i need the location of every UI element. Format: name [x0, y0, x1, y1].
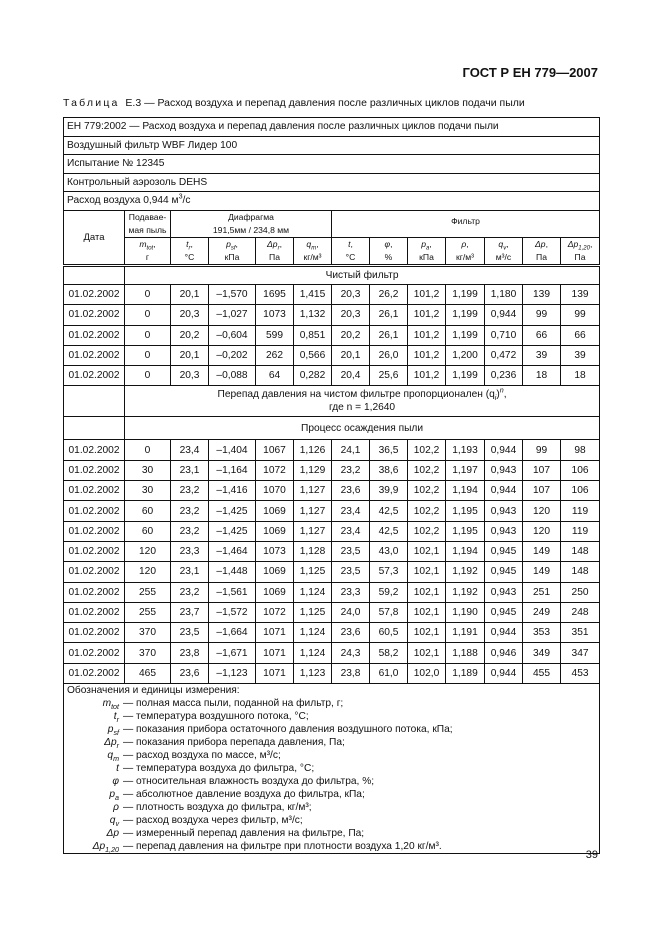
table-cell: 01.02.2002 — [64, 643, 125, 663]
table-cell: 0,944 — [485, 663, 523, 683]
table-cell: 149 — [523, 562, 561, 582]
table-row — [64, 440, 600, 460]
legend-item: $q_m$ — расход воздуха по массе, м³/с; — [107, 750, 281, 764]
table-cell: 25,6 — [370, 366, 408, 386]
table-cell: 01.02.2002 — [64, 285, 125, 305]
table-cell: 0,944 — [485, 305, 523, 325]
table-caption — [63, 97, 525, 109]
table-cell: 102,2 — [408, 481, 446, 501]
table-cell: 102,1 — [408, 582, 446, 602]
table-row — [64, 501, 600, 521]
table-cell: 148 — [561, 562, 600, 582]
table-cell: 1,194 — [446, 541, 485, 561]
table-cell: 01.02.2002 — [64, 521, 125, 541]
table-row — [64, 325, 600, 345]
table-cell: 1,127 — [294, 501, 332, 521]
table-cell: 20,3 — [171, 366, 209, 386]
table-cell: 42,5 — [370, 521, 408, 541]
table-cell: 1,124 — [294, 643, 332, 663]
table-cell: 0 — [125, 440, 171, 460]
table-cell: 1,123 — [294, 663, 332, 683]
info-row-aerosol: Контрольный аэрозоль DEHS — [64, 173, 600, 192]
table-cell: 1,188 — [446, 643, 485, 663]
table-cell: 1,194 — [446, 481, 485, 501]
table-cell: 101,2 — [408, 366, 446, 386]
table-cell: 0,943 — [485, 501, 523, 521]
table-cell: 20,3 — [332, 285, 370, 305]
table-cell: 0 — [125, 325, 171, 345]
table-cell: 453 — [561, 663, 600, 683]
table-cell: 101,2 — [408, 285, 446, 305]
table-cell: 0,566 — [294, 345, 332, 365]
table-cell: 23,5 — [171, 623, 209, 643]
table-cell: 20,2 — [332, 325, 370, 345]
table-cell: 0,946 — [485, 643, 523, 663]
table-row — [64, 305, 600, 325]
table-cell: 23,6 — [171, 663, 209, 683]
table-cell: 20,4 — [332, 366, 370, 386]
table-cell: 102,1 — [408, 643, 446, 663]
table-cell: 23,2 — [171, 481, 209, 501]
table-cell: 119 — [561, 501, 600, 521]
table-cell: 0,944 — [485, 623, 523, 643]
info-row-standard: ЕН 779:2002 — Расход воздуха и перепад давления после различных циклов подачи пыли — [64, 118, 600, 137]
table-cell: 23,5 — [332, 562, 370, 582]
table-cell: 23,1 — [171, 562, 209, 582]
table-cell: 30 — [125, 481, 171, 501]
legend-item: $t_r$ — температура воздушного потока, °C; — [113, 711, 309, 725]
table-cell: 1,192 — [446, 582, 485, 602]
table-cell: 1,124 — [294, 623, 332, 643]
table-row — [64, 366, 600, 386]
table-cell: 1,415 — [294, 285, 332, 305]
table-cell: 23,2 — [171, 582, 209, 602]
table-cell: 0,944 — [485, 440, 523, 460]
table-cell: 0,945 — [485, 541, 523, 561]
table-cell: 23,4 — [332, 521, 370, 541]
table-cell: 58,2 — [370, 643, 408, 663]
table-cell: 01.02.2002 — [64, 325, 125, 345]
table-cell: 20,1 — [171, 345, 209, 365]
table-cell: 1,192 — [446, 562, 485, 582]
table-cell: –1,570 — [209, 285, 256, 305]
table-cell: –1,027 — [209, 305, 256, 325]
table-cell: 64 — [256, 366, 294, 386]
table-cell: –1,561 — [209, 582, 256, 602]
table-cell: 120 — [125, 541, 171, 561]
table-cell: 101,2 — [408, 305, 446, 325]
table-cell: 1,197 — [446, 460, 485, 480]
table-cell: 1,191 — [446, 623, 485, 643]
info-row-test: Испытание № 12345 — [64, 155, 600, 174]
table-cell: 255 — [125, 602, 171, 622]
table-cell: 0 — [125, 345, 171, 365]
table-cell: 1,125 — [294, 562, 332, 582]
table-cell: 26,0 — [370, 345, 408, 365]
table-cell: 0,945 — [485, 562, 523, 582]
table-cell: 139 — [523, 285, 561, 305]
table-cell: 01.02.2002 — [64, 366, 125, 386]
table-cell: 39 — [523, 345, 561, 365]
table-cell: 01.02.2002 — [64, 602, 125, 622]
table-cell: 23,7 — [171, 602, 209, 622]
table-cell: 119 — [561, 521, 600, 541]
table-cell: 99 — [561, 305, 600, 325]
table-cell: 1,189 — [446, 663, 485, 683]
table-cell: 01.02.2002 — [64, 345, 125, 365]
table-cell: 60 — [125, 501, 171, 521]
table-cell: 149 — [523, 541, 561, 561]
table-cell: 101,2 — [408, 345, 446, 365]
table-cell: 106 — [561, 481, 600, 501]
table-cell: –0,202 — [209, 345, 256, 365]
table-cell: –1,572 — [209, 602, 256, 622]
table-row — [64, 562, 600, 582]
table-cell: 370 — [125, 643, 171, 663]
table-cell: 23,1 — [171, 460, 209, 480]
table-cell: 102,1 — [408, 623, 446, 643]
table-cell: 107 — [523, 481, 561, 501]
table-cell: 23,3 — [171, 541, 209, 561]
table-cell: 106 — [561, 460, 600, 480]
table-cell: 599 — [256, 325, 294, 345]
table-cell: 1695 — [256, 285, 294, 305]
table-cell: 0 — [125, 305, 171, 325]
table-cell: 120 — [125, 562, 171, 582]
table-cell: 59,2 — [370, 582, 408, 602]
table-cell: 0 — [125, 285, 171, 305]
table-cell: 42,5 — [370, 501, 408, 521]
table-cell: 249 — [523, 602, 561, 622]
table-row — [64, 460, 600, 480]
table-cell: 102,1 — [408, 541, 446, 561]
section-proportional-note: Перепад давления на чистом фильтре пропорционален $(q_i)^n$, где n = 1,2640 — [125, 386, 600, 417]
header-unit: ρ, кг/м³ — [446, 237, 485, 265]
table-cell: 23,4 — [171, 440, 209, 460]
table-cell: 1,126 — [294, 440, 332, 460]
table-cell: 1,199 — [446, 325, 485, 345]
legend-item: $p_{sf}$ — показания прибора остаточного давления воздушного потока, кПа; — [107, 724, 453, 738]
table-cell: 0,282 — [294, 366, 332, 386]
table-cell: 24,3 — [332, 643, 370, 663]
table-cell: 01.02.2002 — [64, 460, 125, 480]
table-cell: 20,3 — [332, 305, 370, 325]
table-cell: 262 — [256, 345, 294, 365]
table-cell: 60,5 — [370, 623, 408, 643]
table-cell: 01.02.2002 — [64, 663, 125, 683]
table-cell: –1,671 — [209, 643, 256, 663]
table-cell: 23,5 — [332, 541, 370, 561]
table-cell: 0,851 — [294, 325, 332, 345]
table-cell: 0,472 — [485, 345, 523, 365]
table-cell: 1070 — [256, 481, 294, 501]
section-dust-loading: Процесс осаждения пыли — [125, 417, 600, 440]
legend-notes — [64, 684, 600, 854]
table-cell: 0,943 — [485, 521, 523, 541]
table-cell: –0,604 — [209, 325, 256, 345]
table-cell: 455 — [523, 663, 561, 683]
table-cell: 57,3 — [370, 562, 408, 582]
table-cell: 1073 — [256, 541, 294, 561]
section-clean-filter: Чистый фильтр — [125, 265, 600, 285]
table-cell: 1,199 — [446, 305, 485, 325]
table-cell: 01.02.2002 — [64, 501, 125, 521]
table-cell: 24,1 — [332, 440, 370, 460]
table-cell: 23,2 — [171, 501, 209, 521]
header-unit: $q_v$, м³/с — [485, 237, 523, 265]
table-cell: 01.02.2002 — [64, 562, 125, 582]
table-cell: 60 — [125, 521, 171, 541]
table-cell: 30 — [125, 460, 171, 480]
table-cell: 18 — [561, 366, 600, 386]
header-unit: $\Delta p_r$, Па — [256, 237, 294, 265]
table-cell: 1,125 — [294, 602, 332, 622]
table-cell: 465 — [125, 663, 171, 683]
table-cell: 18 — [523, 366, 561, 386]
table-cell: 0,710 — [485, 325, 523, 345]
table-cell: 36,5 — [370, 440, 408, 460]
table-cell: –1,164 — [209, 460, 256, 480]
table-cell: 26,2 — [370, 285, 408, 305]
table-cell: 248 — [561, 602, 600, 622]
table-cell: 23,3 — [332, 582, 370, 602]
table-cell: 120 — [523, 501, 561, 521]
table-cell: 139 — [561, 285, 600, 305]
table-cell: 1,180 — [485, 285, 523, 305]
header-date: Дата — [64, 210, 125, 265]
table-cell: 1069 — [256, 562, 294, 582]
header-unit: $q_m$, кг/м³ — [294, 237, 332, 265]
table-cell: 102,0 — [408, 663, 446, 683]
info-row-filter: Воздушный фильтр WBF Лидер 100 — [64, 136, 600, 155]
table-cell: –1,425 — [209, 521, 256, 541]
table-cell: 24,0 — [332, 602, 370, 622]
table-cell: 370 — [125, 623, 171, 643]
header-orifice: Диафрагма 191,5мм / 234,8 мм — [171, 210, 332, 237]
standard-header: ГОСТ Р ЕН 779—2007 — [462, 65, 598, 80]
table-cell: 20,1 — [332, 345, 370, 365]
caption-text: Е.3 — Расход воздуха и перепад давления после различных циклов подачи пыли — [119, 97, 525, 109]
table-cell: 0,236 — [485, 366, 523, 386]
table-row — [64, 541, 600, 561]
table-row — [64, 521, 600, 541]
table-cell: 255 — [125, 582, 171, 602]
table-row — [64, 663, 600, 683]
table-cell: 26,1 — [370, 325, 408, 345]
table-cell: –1,448 — [209, 562, 256, 582]
table-cell: 01.02.2002 — [64, 305, 125, 325]
table-cell: 23,2 — [332, 460, 370, 480]
table-cell: 1067 — [256, 440, 294, 460]
table-cell: 1,199 — [446, 285, 485, 305]
table-cell: 0,943 — [485, 460, 523, 480]
table-cell: 98 — [561, 440, 600, 460]
table-cell: 1,124 — [294, 582, 332, 602]
table-cell: 1073 — [256, 305, 294, 325]
table-cell: 1,127 — [294, 481, 332, 501]
table-cell: 120 — [523, 521, 561, 541]
table-cell: 01.02.2002 — [64, 440, 125, 460]
header-filter: Фильтр — [332, 210, 600, 237]
legend-item: $m_{tot}$ — полная масса пыли, поданной на фильтр, г; — [102, 698, 344, 712]
table-cell: 0,944 — [485, 481, 523, 501]
table-cell: 1069 — [256, 582, 294, 602]
table-cell: 251 — [523, 582, 561, 602]
table-cell: 102,2 — [408, 440, 446, 460]
table-cell: 102,2 — [408, 460, 446, 480]
legend-item: $p_a$ — абсолютное давление воздуха до фильтра, кПа; — [109, 789, 365, 803]
table-cell: 347 — [561, 643, 600, 663]
header-unit: Δp, Па — [523, 237, 561, 265]
table-cell: –1,404 — [209, 440, 256, 460]
table-cell: 148 — [561, 541, 600, 561]
header-dust-fed: Подавае-мая пыль — [125, 210, 171, 237]
table-cell: 61,0 — [370, 663, 408, 683]
table-cell: –1,664 — [209, 623, 256, 643]
table-cell: 250 — [561, 582, 600, 602]
table-cell: 1,132 — [294, 305, 332, 325]
table-cell: 23,8 — [171, 643, 209, 663]
legend-item: $q_v$ — расход воздуха через фильтр, м³/с; — [109, 815, 303, 829]
header-unit: t, °C — [332, 237, 370, 265]
table-cell: 1,193 — [446, 440, 485, 460]
table-row — [64, 345, 600, 365]
table-cell: 102,1 — [408, 602, 446, 622]
table-cell: 39 — [561, 345, 600, 365]
caption-prefix: Таблица — [63, 97, 120, 109]
header-unit: $p_a$, кПа — [408, 237, 446, 265]
table-cell: 353 — [523, 623, 561, 643]
table-cell: 39,9 — [370, 481, 408, 501]
table-cell: 102,2 — [408, 501, 446, 521]
table-cell: 66 — [561, 325, 600, 345]
table-cell: 1,128 — [294, 541, 332, 561]
table-cell: 01.02.2002 — [64, 541, 125, 561]
legend-title: Обозначения и единицы измерения: — [67, 685, 240, 697]
table-cell: 0,943 — [485, 582, 523, 602]
table-cell: 102,2 — [408, 521, 446, 541]
table-row — [64, 602, 600, 622]
table-cell: 1,195 — [446, 501, 485, 521]
legend-item: ρ — плотность воздуха до фильтра, кг/м³; — [113, 802, 312, 814]
table-cell: 1,127 — [294, 521, 332, 541]
table-cell: 1069 — [256, 521, 294, 541]
table-cell: 57,8 — [370, 602, 408, 622]
header-unit: $\Delta p_{1,20}$, Па — [561, 237, 600, 265]
table-cell: 20,3 — [171, 305, 209, 325]
table-row — [64, 285, 600, 305]
table-cell: 1071 — [256, 663, 294, 683]
table-cell: 23,6 — [332, 623, 370, 643]
table-cell: 01.02.2002 — [64, 582, 125, 602]
header-unit: $m_{tot}$, г — [125, 237, 171, 265]
table-cell: 1072 — [256, 460, 294, 480]
table-cell: 1071 — [256, 643, 294, 663]
table-cell: 26,1 — [370, 305, 408, 325]
table-cell: 1,199 — [446, 366, 485, 386]
table-cell: 351 — [561, 623, 600, 643]
table-cell: 66 — [523, 325, 561, 345]
info-row-airflow: Расход воздуха 0,944 $м^3/с$ — [64, 192, 600, 211]
table-cell: 1,195 — [446, 521, 485, 541]
header-unit: φ, % — [370, 237, 408, 265]
table-cell: 23,2 — [171, 521, 209, 541]
table-cell: 1072 — [256, 602, 294, 622]
table-cell: 0,945 — [485, 602, 523, 622]
legend-item: t — температура воздуха до фильтра, °C; — [116, 763, 315, 775]
table-cell: 99 — [523, 305, 561, 325]
table-cell: 99 — [523, 440, 561, 460]
table-cell: 38,6 — [370, 460, 408, 480]
table-cell: 23,8 — [332, 663, 370, 683]
legend-item: φ — относительная влажность воздуха до фильтра, %; — [112, 776, 375, 788]
data-table — [63, 117, 600, 854]
table-cell: 20,2 — [171, 325, 209, 345]
table-cell: 102,1 — [408, 562, 446, 582]
table-cell: 0 — [125, 366, 171, 386]
table-cell: 1,129 — [294, 460, 332, 480]
table-cell: –1,425 — [209, 501, 256, 521]
header-unit: $t_r$, °C — [171, 237, 209, 265]
table-cell: –0,088 — [209, 366, 256, 386]
table-cell: 23,6 — [332, 481, 370, 501]
page-number: 39 — [585, 849, 598, 861]
table-cell: 43,0 — [370, 541, 408, 561]
table-cell: 107 — [523, 460, 561, 480]
table-row — [64, 623, 600, 643]
table-cell: 1,200 — [446, 345, 485, 365]
table-cell: 1071 — [256, 623, 294, 643]
table-cell: –1,416 — [209, 481, 256, 501]
table-cell: 01.02.2002 — [64, 623, 125, 643]
table-row — [64, 481, 600, 501]
table-cell: 1,190 — [446, 602, 485, 622]
header-unit: $p_{sf}$, кПа — [209, 237, 256, 265]
table-row — [64, 582, 600, 602]
table-row — [64, 643, 600, 663]
table-cell: 20,1 — [171, 285, 209, 305]
table-cell: –1,464 — [209, 541, 256, 561]
table-cell: 349 — [523, 643, 561, 663]
table-cell: 1069 — [256, 501, 294, 521]
legend-item: $\Delta p_r$ — показания прибора перепада давления, Па; — [104, 737, 345, 751]
legend-item: Δp — измеренный перепад давления на фильтре, Па; — [106, 828, 365, 840]
table-cell: 101,2 — [408, 325, 446, 345]
table-cell: 23,4 — [332, 501, 370, 521]
table-cell: 01.02.2002 — [64, 481, 125, 501]
legend-item: $\Delta p_{1,20}$ — перепад давления на фильтре при плотности воздуха 1,20 кг/м³. — [92, 841, 442, 855]
table-cell: –1,123 — [209, 663, 256, 683]
